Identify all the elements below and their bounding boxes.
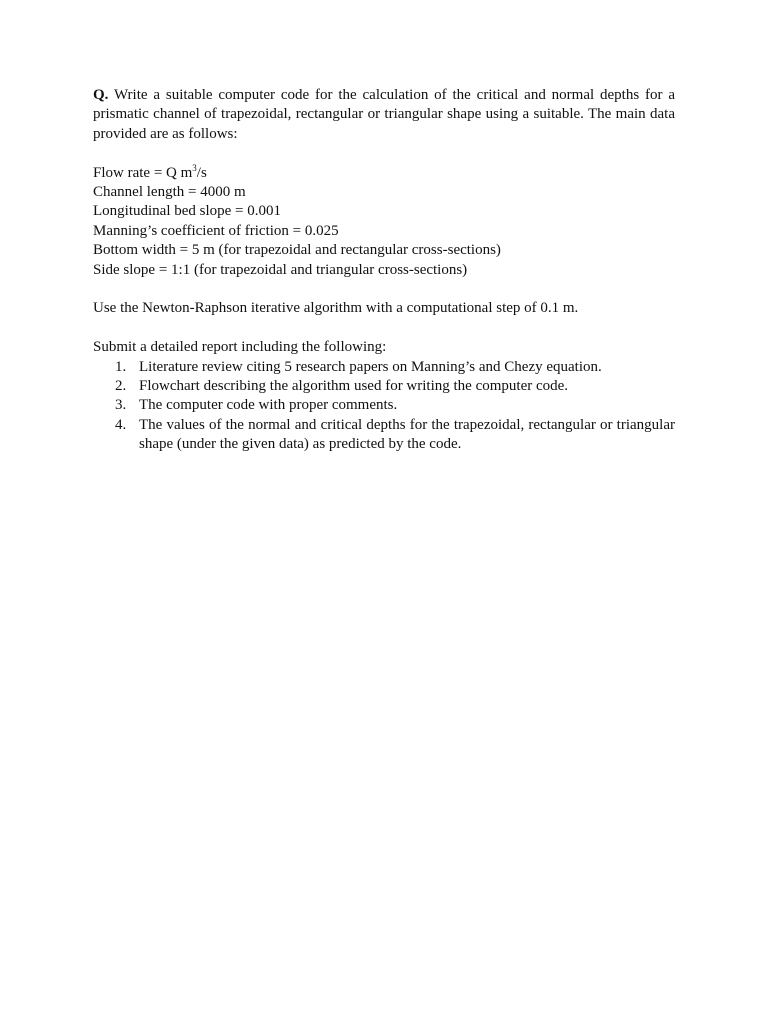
list-item xyxy=(93,416,675,455)
manning-line: Manning’s coefficient of friction = 0.025 xyxy=(93,222,339,239)
flow-rate-suffix: /s xyxy=(196,164,207,181)
question-label: Q. xyxy=(93,87,109,103)
flow-rate-exponent: 3 xyxy=(192,162,197,173)
side-slope-line: Side slope = 1:1 (for trapezoidal and triangular cross-sections) xyxy=(93,261,468,278)
method-paragraph: Use the Newton-Raphson iterative algorithm with a computational step of 0.1 m. xyxy=(93,300,579,317)
spacer xyxy=(93,144,675,163)
flow-rate-prefix: Flow rate = Q m xyxy=(93,164,193,181)
bottom-width-line: Bottom width = 5 m (for trapezoidal and rectangular cross-sections) xyxy=(93,242,501,259)
list-item xyxy=(93,377,675,396)
list-item-text: Flowchart describing the algorithm used for writing the computer code. xyxy=(139,378,569,395)
list-item xyxy=(93,396,675,415)
question-text: Write a suitable computer code for the calculation of the critical and normal depths for a prismatic channel of trapezoidal, rectangular or triangular shape using a suitable. The main data provided are as follows: xyxy=(93,87,675,142)
list-item xyxy=(93,358,675,377)
question-paragraph xyxy=(93,86,675,144)
spacer xyxy=(93,319,675,338)
list-item-number: 2. xyxy=(115,378,127,395)
list-item-text: The values of the normal and critical depths for the trapezoidal, rectangular or triangular shape (under the given data) as predicted by the code. xyxy=(139,416,675,453)
list-item-number: 3. xyxy=(115,397,127,414)
list-item-text: The computer code with proper comments. xyxy=(139,397,398,414)
report-requirements-list xyxy=(93,358,675,455)
list-item-number: 1. xyxy=(115,358,127,375)
document-page xyxy=(93,86,675,455)
bed-slope-line: Longitudinal bed slope = 0.001 xyxy=(93,203,282,220)
report-intro: Submit a detailed report including the following: xyxy=(93,339,387,356)
spacer xyxy=(93,280,675,299)
data-list xyxy=(93,164,675,280)
flow-rate-line xyxy=(93,164,675,183)
list-item-number: 4. xyxy=(115,416,127,433)
channel-length-line: Channel length = 4000 m xyxy=(93,184,246,201)
list-item-text: Literature review citing 5 research papers on Manning’s and Chezy equation. xyxy=(139,358,602,375)
